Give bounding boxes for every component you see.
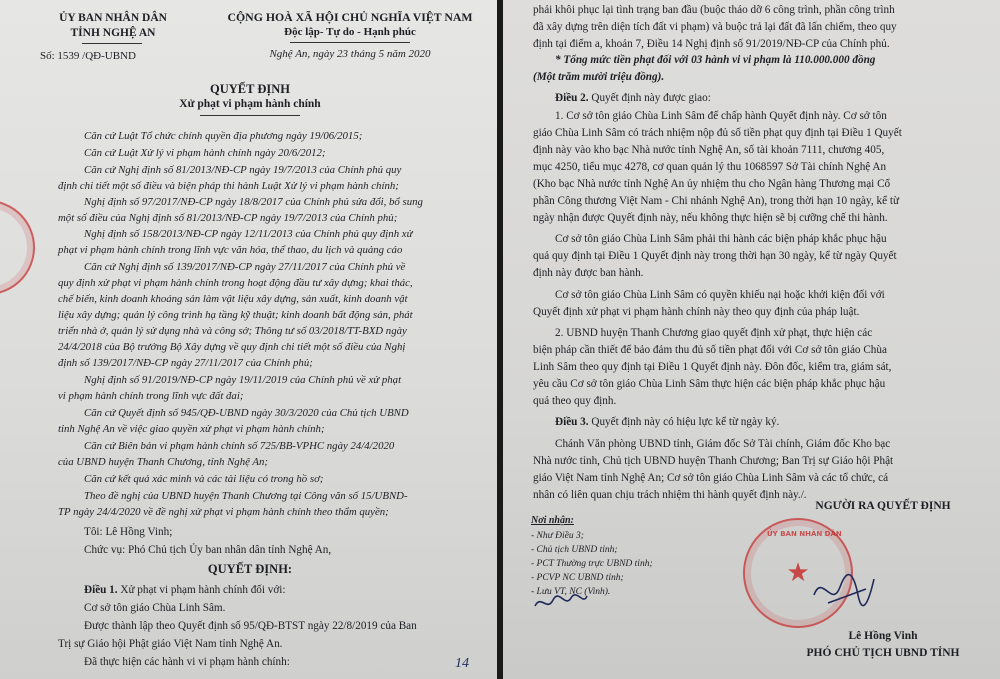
legal-basis-line: Theo đề nghị của UBND huyện Thanh Chương tại Công văn số 15/UBND- (84, 490, 408, 502)
article-2-line: quả theo quy định. (533, 395, 617, 407)
header-rule-left (82, 43, 142, 44)
article-2-line: 2. UBND huyện Thanh Chương giao quyết định xử phạt, thực hiện các (555, 327, 873, 339)
article-2-line: định này được ban hành. (533, 267, 644, 279)
legal-basis-line: liệu xây dựng; quản lý công trình hạ tầng kỹ thuật; kinh doanh bất động sản, phát (58, 309, 413, 321)
header-rule-right (290, 42, 410, 43)
article-2-line: giáo Chùa Linh Sâm có trách nhiệm nộp đủ số tiền phạt quy định tại Điều 1 Quyết (533, 127, 902, 139)
establishment-line: Được thành lập theo Quyết định số 95/QĐ-BTST ngày 22/8/2019 của Ban (84, 620, 417, 632)
legal-basis-line: Căn cứ Quyết định số 945/QĐ-UBND ngày 30/3/2020 của Chủ tịch UBND (84, 407, 409, 419)
legal-basis-line: 24/4/2018 của Bộ trưởng Bộ Xây dựng về quy định chi tiết một số điều của Nghị (58, 341, 406, 353)
legal-basis-line: chế biến, kinh doanh khoáng sản làm vật liệu xây dựng, sản xuất, kinh doanh vật (58, 293, 408, 305)
article-3-text: Quyết định này có hiệu lực kể từ ngày ký. (588, 416, 780, 428)
right-page (503, 0, 1000, 679)
nation-header: CỘNG HOÀ XÃ HỘI CHỦ NGHĨA VIỆT NAM (227, 10, 473, 24)
recipients-label: Nơi nhận: (531, 515, 574, 526)
document-number: Số: 1539 /QĐ-UBND (40, 50, 136, 62)
article-2-line: Cơ sở tôn giáo Chùa Linh Sâm phải thi hành các biện pháp khắc phục hậu (555, 233, 887, 245)
handwritten-initial (531, 588, 591, 616)
article-3-body: Chánh Văn phòng UBND tỉnh, Giám đốc Sở Tài chính, Giám đốc Kho bạc (555, 438, 891, 450)
fine-total-words: (Một trăm mười triệu đồng). (533, 71, 665, 83)
fine-total: * Tổng mức tiền phạt đối với 03 hành vi vi phạm là 110.000.000 đồng (555, 54, 876, 66)
legal-basis-line: Căn cứ Luật Xử lý vi phạm hành chính ngày 20/6/2012; (84, 147, 326, 159)
legal-basis-line: triển nhà ở, quản lý sử dụng nhà và công sở; Thông tư số 03/2018/TT-BXD ngày (58, 325, 407, 337)
article-2-line: (Kho bạc Nhà nước tỉnh Nghệ An ủy nhiệm thu cho Ngân hàng Thương mại Cổ (533, 178, 891, 190)
violations-intro: Đã thực hiện các hành vi vi phạm hành chính: (84, 656, 290, 668)
legal-basis-line: vi phạm hành chính trong lĩnh vực đất đai; (58, 390, 244, 402)
article-1-text: Xử phạt vi phạm hành chính đối với: (117, 584, 286, 596)
legal-basis-line: định chi tiết một số điều và biện pháp thi hành Luật Xử lý vi phạm hành chính; (58, 180, 399, 192)
recipient-item: - Như Điều 3; (531, 531, 584, 541)
article-2-line: ngày nhận được Quyết định này, nếu không thực hiện sẽ bị cưỡng chế thi hành. (533, 212, 888, 224)
recipient-item: - Lưu VT, NC (Vinh). (531, 587, 611, 597)
article-2-line: Cơ sở tôn giáo Chùa Linh Sâm có quyền khiếu nại hoặc khởi kiện đối với (555, 289, 885, 301)
page-initial-mark: 14 (455, 656, 469, 671)
document-title: QUYẾT ĐỊNH (210, 82, 290, 96)
recipient-item: - Chủ tịch UBND tỉnh; (531, 545, 618, 555)
national-motto: Độc lập- Tự do - Hạnh phúc (284, 26, 416, 38)
article-2-text: Quyết định này được giao: (588, 92, 711, 104)
article-3-body: nhân có liên quan chịu trách nhiệm thi hành quyết định này./. (533, 489, 807, 501)
stamp-star-icon: ★ (786, 558, 810, 587)
issuer-title: PHÓ CHỦ TỊCH UBND TỈNH (806, 647, 960, 659)
left-page (0, 0, 497, 679)
legal-basis-line: quy định xử phạt vi phạm hành chính trong hoạt động đầu tư xây dựng; khai thác, (58, 277, 413, 289)
legal-basis-line: định số 139/2017/NĐ-CP ngày 27/11/2017 của Chính phủ; (58, 357, 313, 369)
article-1-line (84, 582, 286, 599)
article-2-line: định này vào kho bạc Nhà nước tỉnh Nghệ An, số tài khoản 7111, chương 405, (533, 144, 885, 156)
continuation-line: phải khôi phục lại tình trạng ban đầu (buộc tháo dỡ 6 công trình, phần công trình (533, 4, 895, 16)
legal-basis-line: Căn cứ Nghị định số 81/2013/NĐ-CP ngày 19/7/2013 của Chính phủ quy (84, 164, 402, 176)
article-2-line: Linh Sâm theo quy định tại Điều 1 Quyết định này. Đôn đốc, kiểm tra, giám sát, (533, 361, 892, 373)
article-2-line: Quyết định xử phạt vi phạm hành chính này theo quy định của pháp luật. (533, 306, 860, 318)
issuer-name: Lê Hồng Vinh (848, 630, 918, 642)
agency-name-line1: ỦY BAN NHÂN DÂN (59, 12, 167, 24)
title-rule (200, 115, 300, 116)
agency-name-line2: TỈNH NGHỆ AN (70, 27, 156, 39)
article-2-line: 1. Cơ sở tôn giáo Chùa Linh Sâm để chấp hành Quyết định này. Cơ sở tôn (555, 110, 887, 122)
legal-basis-line: Căn cứ kết quả xác minh và các tài liệu có trong hồ sơ; (84, 473, 324, 485)
article-2-line: yêu cầu Cơ sở tôn giáo Chùa Linh Sâm thực hiện các biện pháp khắc phục hậu (533, 378, 886, 390)
legal-basis-line: TP ngày 24/4/2020 về đề nghị xử phạt vi phạm hành chính theo thẩm quyền; (58, 506, 389, 518)
legal-basis-line: tỉnh Nghệ An về việc giao quyền xử phạt vi phạm hành chính; (58, 423, 325, 435)
legal-basis-line: Căn cứ Biên bản vi phạm hành chính số 725/BB-VPHC ngày 24/4/2020 (84, 440, 395, 452)
continuation-line: đã xây dựng trên diện tích đất vi phạm) và buộc trả lại đất đã lấn chiếm, theo quy (533, 21, 897, 33)
signature (808, 565, 878, 615)
legal-basis-line: Nghị định số 91/2019/NĐ-CP ngày 19/11/2019 của Chính phủ về xử phạt (84, 374, 402, 386)
article-2-line (555, 90, 711, 107)
article-2-label: Điều 2. (555, 92, 589, 104)
stamp-ring-text: ỦY BAN NHÂN DÂN (767, 530, 842, 538)
violating-entity: Cơ sở tôn giáo Chùa Linh Sâm. (84, 602, 226, 614)
legal-basis-line: của UBND huyện Thanh Chương, tỉnh Nghệ An; (58, 456, 268, 468)
place-and-date: Nghệ An, ngày 23 tháng 5 năm 2020 (269, 48, 431, 60)
legal-basis-line: một số điều của Nghị định số 81/2013/NĐ-CP ngày 19/7/2013 của Chính phủ; (58, 212, 398, 224)
article-2-line: biện pháp cần thiết để bảo đảm thu đủ số tiền phạt đối với Cơ sở tôn giáo Chùa (533, 344, 887, 356)
article-3-body: Nhà nước tỉnh, Chủ tịch UBND huyện Thanh Chương; Ban Trị sự Giáo hội Phật (533, 455, 894, 467)
continuation-line: định tại điểm a, khoản 7, Điều 14 Nghị định số 91/2019/NĐ-CP của Chính phủ. (533, 38, 890, 50)
article-2-line: mục 4250, tiểu mục 4278, cơ quan quản lý thu 1068597 Sở Tài chính Nghệ An (533, 161, 887, 173)
document-subtitle: Xử phạt vi phạm hành chính (179, 98, 321, 110)
decide-heading: QUYẾT ĐỊNH: (207, 562, 293, 576)
article-2-line: phần Công thương Việt Nam - Chi nhánh Nghệ An), trong thời hạn 10 ngày, kể từ (533, 195, 900, 207)
article-3-label: Điều 3. (555, 416, 589, 428)
establishment-line: Trị sự Giáo hội Phật giáo Việt Nam tỉnh Nghệ An. (58, 638, 283, 650)
legal-basis-line: Căn cứ Luật Tổ chức chính quyền địa phương ngày 19/06/2015; (84, 130, 363, 142)
issuer-heading: NGƯỜI RA QUYẾT ĐỊNH (815, 500, 951, 512)
legal-basis-line: Nghị định số 97/2017/NĐ-CP ngày 18/8/2017 của Chính phủ sửa đổi, bổ sung (84, 196, 423, 208)
signer-position: Chức vụ: Phó Chủ tịch Ủy ban nhân dân tỉnh Nghệ An, (84, 544, 332, 556)
recipient-item: - PCVP NC UBND tỉnh; (531, 573, 624, 583)
article-3-line (555, 414, 779, 431)
legal-basis-line: Căn cứ Nghị định số 139/2017/NĐ-CP ngày 27/11/2017 của Chính phủ về (84, 261, 406, 273)
legal-basis-line: Nghị định số 158/2013/NĐ-CP ngày 12/11/2013 của Chính phủ quy định xử (84, 228, 413, 240)
article-3-body: giáo Việt Nam tỉnh Nghệ An; Cơ sở tôn giáo Chùa Linh Sâm và các tổ chức, cá (533, 472, 889, 484)
signer-name: Tôi: Lê Hồng Vinh; (84, 526, 173, 538)
partial-stamp-seal (0, 200, 35, 295)
article-2-line: quả quy định tại Điều 1 Quyết định này trong thời hạn 30 ngày, kể từ ngày Quyết (533, 250, 897, 262)
recipient-item: - PCT Thường trực UBND tỉnh; (531, 559, 653, 569)
article-1-label: Điều 1. (84, 584, 118, 596)
legal-basis-line: phạt vi phạm hành chính trong lĩnh vực văn hóa, thể thao, du lịch và quảng cáo (58, 244, 403, 256)
